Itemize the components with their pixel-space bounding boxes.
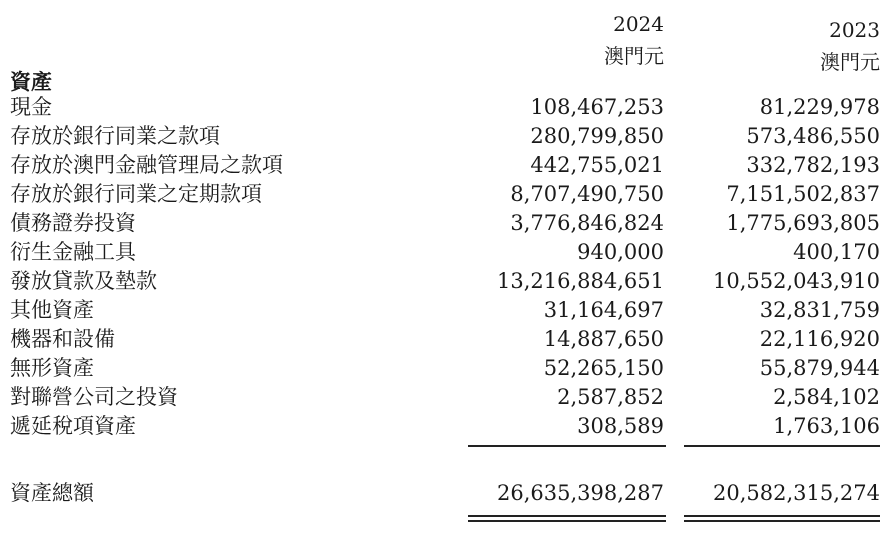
value-2024: 442,755,021: [530, 153, 664, 177]
value-2024: 940,000: [577, 240, 664, 264]
table-row: [0, 151, 894, 180]
table-row: [0, 122, 894, 151]
table-row: [0, 354, 894, 383]
value-2023: 81,229,978: [759, 95, 880, 119]
value-2023: 573,486,550: [746, 124, 880, 148]
row-label: 存放於銀行同業之定期款項: [10, 182, 262, 206]
value-2024: 13,216,884,651: [497, 269, 664, 293]
row-label: 衍生金融工具: [10, 240, 136, 264]
row-label: 現金: [10, 95, 52, 119]
table-row: [0, 325, 894, 354]
value-2023: 400,170: [793, 240, 880, 264]
value-2024: 52,265,150: [543, 356, 664, 380]
value-2023: 22,116,920: [759, 327, 880, 351]
table-row: [0, 209, 894, 238]
value-2024: 2,587,852: [557, 385, 664, 409]
value-2023: 10,552,043,910: [713, 269, 880, 293]
table-row: [0, 267, 894, 296]
total-value-2024: 26,635,398,287: [497, 481, 664, 505]
row-label: 無形資產: [10, 356, 94, 380]
table-row: [0, 180, 894, 209]
row-label: 遞延稅項資產: [10, 414, 136, 438]
total-double-rule-bottom-2023: [684, 520, 880, 522]
table-row: [0, 238, 894, 267]
section-title-assets: 資產: [10, 69, 52, 94]
header-currency-2023: 澳門元: [820, 50, 880, 74]
total-value-2023: 20,582,315,274: [713, 481, 880, 505]
value-2023: 7,151,502,837: [726, 182, 880, 206]
table-row: [0, 93, 894, 122]
header-currency-2024: 澳門元: [604, 44, 664, 68]
table-row: [0, 296, 894, 325]
row-label: 發放貸款及墊款: [10, 269, 157, 293]
header-year-2023: 2023: [829, 18, 880, 42]
row-label: 機器和設備: [10, 327, 115, 351]
value-2023: 2,584,102: [773, 385, 880, 409]
value-2023: 32,831,759: [759, 298, 880, 322]
table-row: [0, 383, 894, 412]
value-2024: 14,887,650: [543, 327, 664, 351]
row-label: 債務證券投資: [10, 211, 136, 235]
value-2023: 1,775,693,805: [726, 211, 880, 235]
value-2024: 280,799,850: [530, 124, 664, 148]
value-2023: 1,763,106: [773, 414, 880, 438]
subtotal-rule-2023: [684, 445, 880, 447]
value-2023: 55,879,944: [759, 356, 880, 380]
total-double-rule-top-2024: [468, 515, 666, 517]
table-row: [0, 412, 894, 441]
total-label: 資產總額: [10, 481, 94, 505]
subtotal-rule-2024: [468, 445, 666, 447]
value-2024: 8,707,490,750: [510, 182, 664, 206]
total-double-rule-bottom-2024: [468, 520, 666, 522]
value-2024: 108,467,253: [530, 95, 664, 119]
total-double-rule-top-2023: [684, 515, 880, 517]
value-2023: 332,782,193: [746, 153, 880, 177]
row-label: 對聯營公司之投資: [10, 385, 178, 409]
total-row: [0, 478, 894, 508]
row-label: 存放於銀行同業之款項: [10, 124, 220, 148]
row-label: 存放於澳門金融管理局之款項: [10, 153, 283, 177]
value-2024: 31,164,697: [543, 298, 664, 322]
header-year-2024: 2024: [613, 12, 664, 36]
asset-rows: [0, 93, 894, 441]
value-2024: 308,589: [577, 414, 664, 438]
value-2024: 3,776,846,824: [510, 211, 664, 235]
row-label: 其他資產: [10, 298, 94, 322]
